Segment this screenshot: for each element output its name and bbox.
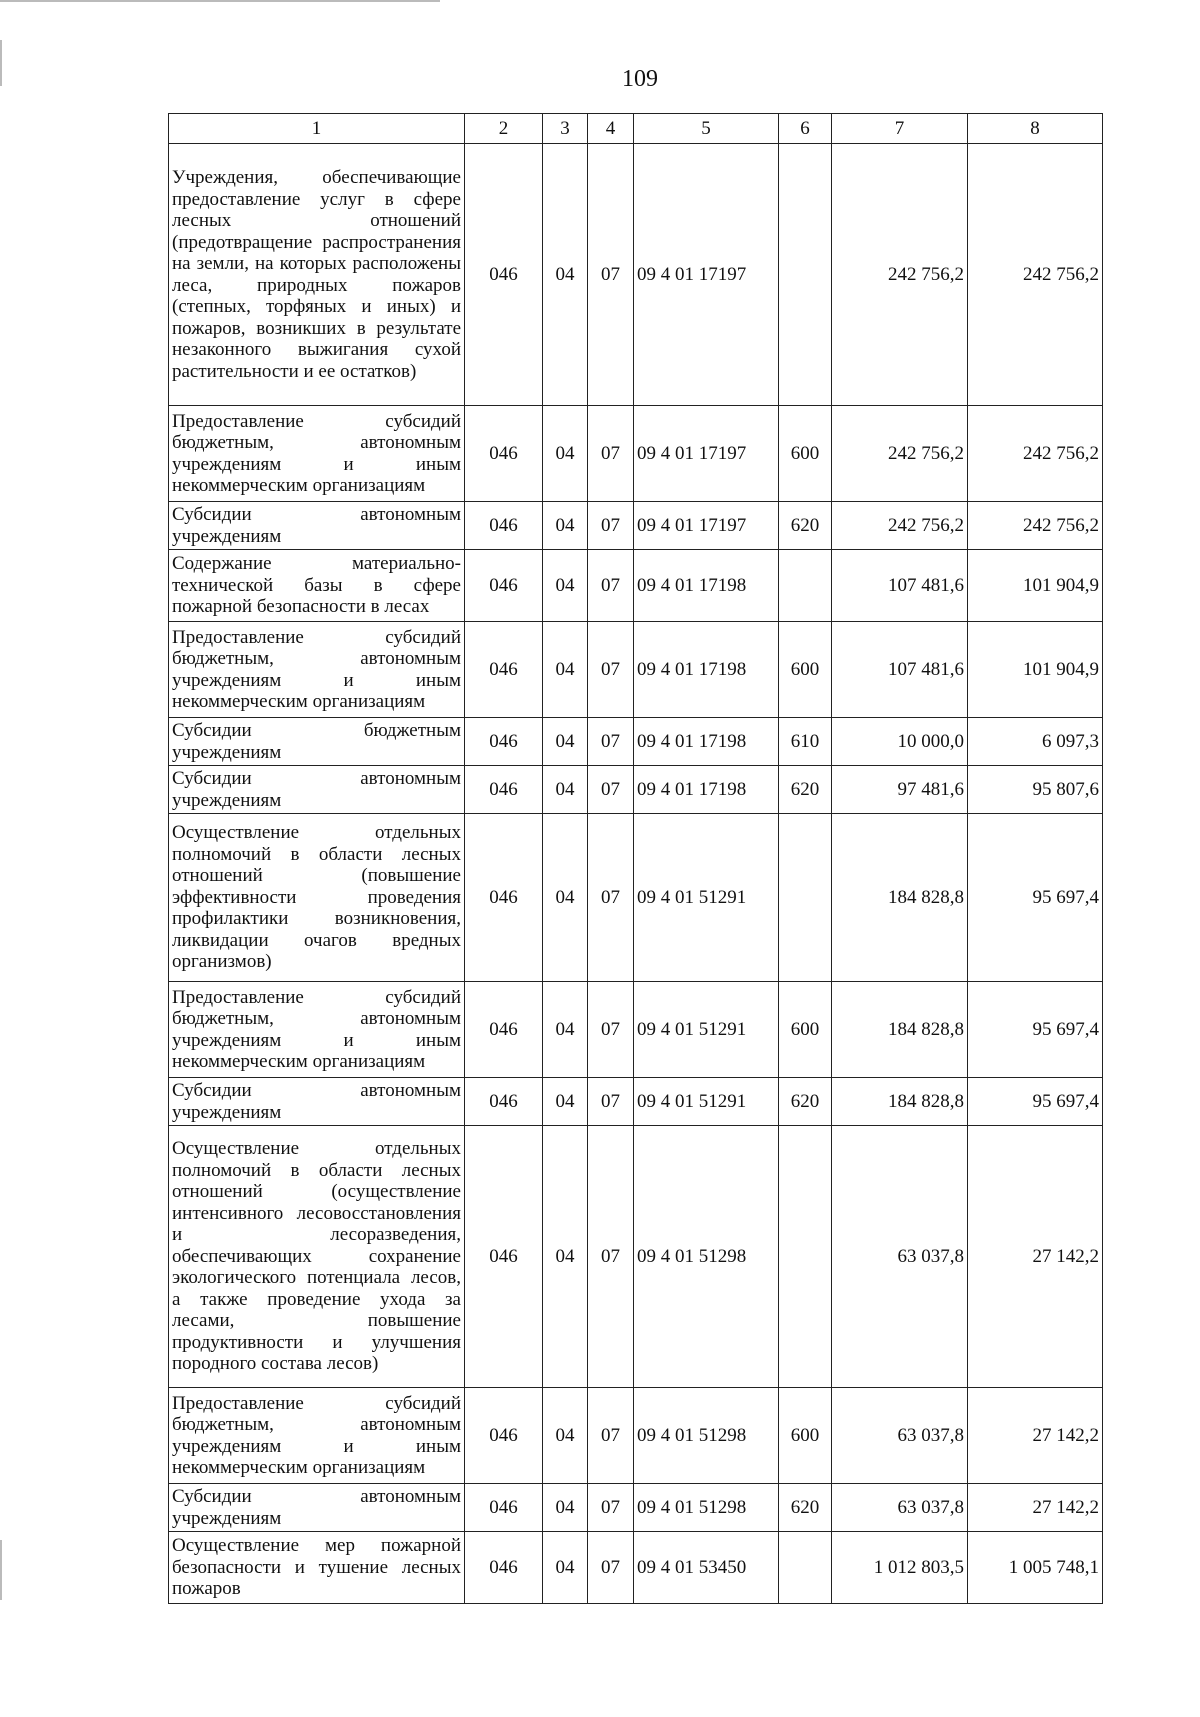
ministry-code: 046 xyxy=(465,1078,543,1126)
column-header: 2 xyxy=(465,114,543,144)
ministry-code: 046 xyxy=(465,982,543,1078)
section-code: 04 xyxy=(543,1532,588,1604)
table-row xyxy=(169,1532,1103,1604)
column-header: 7 xyxy=(832,114,968,144)
section-code: 04 xyxy=(543,718,588,766)
table-row xyxy=(169,814,1103,982)
ministry-code: 046 xyxy=(465,550,543,622)
expense-type-code xyxy=(779,144,832,406)
amount-col-8: 242 756,2 xyxy=(968,144,1103,406)
amount-col-7: 63 037,8 xyxy=(832,1388,968,1484)
column-header: 6 xyxy=(779,114,832,144)
table-row xyxy=(169,502,1103,550)
target-article-code: 09 4 01 53450 xyxy=(634,1532,779,1604)
expense-name: Осуществление отдельных полномочий в области лесных отношений (повышение эффективности проведения профилактики возникновения, ликвидации очагов вредных организмов) xyxy=(169,814,465,982)
expense-type-code xyxy=(779,550,832,622)
subsection-code: 07 xyxy=(588,406,634,502)
ministry-code: 046 xyxy=(465,144,543,406)
table-row xyxy=(169,406,1103,502)
amount-col-7: 242 756,2 xyxy=(832,406,968,502)
budget-table xyxy=(168,113,1103,1604)
amount-col-8: 1 005 748,1 xyxy=(968,1532,1103,1604)
column-header: 5 xyxy=(634,114,779,144)
expense-type-code: 620 xyxy=(779,1484,832,1532)
target-article-code: 09 4 01 17198 xyxy=(634,766,779,814)
section-code: 04 xyxy=(543,766,588,814)
amount-col-8: 27 142,2 xyxy=(968,1484,1103,1532)
table-row xyxy=(169,144,1103,406)
subsection-code: 07 xyxy=(588,622,634,718)
subsection-code: 07 xyxy=(588,502,634,550)
table-row xyxy=(169,550,1103,622)
expense-type-code xyxy=(779,814,832,982)
amount-col-7: 63 037,8 xyxy=(832,1484,968,1532)
amount-col-8: 6 097,3 xyxy=(968,718,1103,766)
subsection-code: 07 xyxy=(588,766,634,814)
section-code: 04 xyxy=(543,622,588,718)
table-row xyxy=(169,622,1103,718)
scan-edge-mark-top xyxy=(0,0,440,2)
ministry-code: 046 xyxy=(465,1532,543,1604)
amount-col-7: 10 000,0 xyxy=(832,718,968,766)
expense-type-code: 600 xyxy=(779,982,832,1078)
amount-col-8: 95 697,4 xyxy=(968,1078,1103,1126)
amount-col-8: 95 807,6 xyxy=(968,766,1103,814)
table-row xyxy=(169,1078,1103,1126)
expense-name: Субсидии автономным учреждениям xyxy=(169,766,465,814)
amount-col-7: 242 756,2 xyxy=(832,144,968,406)
amount-col-7: 1 012 803,5 xyxy=(832,1532,968,1604)
ministry-code: 046 xyxy=(465,406,543,502)
ministry-code: 046 xyxy=(465,766,543,814)
expense-name: Субсидии автономным учреждениям xyxy=(169,1078,465,1126)
amount-col-8: 27 142,2 xyxy=(968,1126,1103,1388)
amount-col-8: 242 756,2 xyxy=(968,406,1103,502)
expense-type-code: 600 xyxy=(779,1388,832,1484)
target-article-code: 09 4 01 17198 xyxy=(634,550,779,622)
subsection-code: 07 xyxy=(588,718,634,766)
target-article-code: 09 4 01 17198 xyxy=(634,718,779,766)
target-article-code: 09 4 01 51291 xyxy=(634,982,779,1078)
section-code: 04 xyxy=(543,1388,588,1484)
ministry-code: 046 xyxy=(465,718,543,766)
amount-col-7: 184 828,8 xyxy=(832,814,968,982)
expense-name: Учреждения, обеспечивающие предоставление услуг в сфере лесных отношений (предотвращение распространения на земли, на которых расположены леса, природных пожаров (степных, торфяных и иных) и пожаров, возникших в результате незаконного выжигания сухой растительности и ее остатков) xyxy=(169,144,465,406)
amount-col-8: 101 904,9 xyxy=(968,622,1103,718)
target-article-code: 09 4 01 51298 xyxy=(634,1126,779,1388)
ministry-code: 046 xyxy=(465,1388,543,1484)
column-header: 8 xyxy=(968,114,1103,144)
amount-col-7: 242 756,2 xyxy=(832,502,968,550)
table-row xyxy=(169,766,1103,814)
expense-name: Предоставление субсидий бюджетным, автономным учреждениям и иным некоммерческим организациям xyxy=(169,406,465,502)
target-article-code: 09 4 01 51298 xyxy=(634,1484,779,1532)
subsection-code: 07 xyxy=(588,144,634,406)
target-article-code: 09 4 01 17197 xyxy=(634,502,779,550)
expense-name: Субсидии автономным учреждениям xyxy=(169,1484,465,1532)
section-code: 04 xyxy=(543,502,588,550)
subsection-code: 07 xyxy=(588,1388,634,1484)
expense-name: Предоставление субсидий бюджетным, автономным учреждениям и иным некоммерческим организациям xyxy=(169,982,465,1078)
target-article-code: 09 4 01 51291 xyxy=(634,814,779,982)
column-header: 3 xyxy=(543,114,588,144)
amount-col-7: 184 828,8 xyxy=(832,982,968,1078)
table-row xyxy=(169,1126,1103,1388)
column-header: 4 xyxy=(588,114,634,144)
column-header: 1 xyxy=(169,114,465,144)
target-article-code: 09 4 01 17198 xyxy=(634,622,779,718)
expense-type-code: 620 xyxy=(779,502,832,550)
subsection-code: 07 xyxy=(588,1126,634,1388)
amount-col-7: 107 481,6 xyxy=(832,550,968,622)
subsection-code: 07 xyxy=(588,1484,634,1532)
ministry-code: 046 xyxy=(465,622,543,718)
expense-name: Осуществление отдельных полномочий в области лесных отношений (осуществление интенсивного лесовосстановления и лесоразведения, обеспечивающих сохранение экологического потенциала лесов, а также проведение ухода за лесами, повышение продуктивности и улучшения породного состава лесов) xyxy=(169,1126,465,1388)
scan-edge-mark-left-2 xyxy=(0,1540,2,1600)
expense-name: Субсидии бюджетным учреждениям xyxy=(169,718,465,766)
subsection-code: 07 xyxy=(588,814,634,982)
target-article-code: 09 4 01 51298 xyxy=(634,1388,779,1484)
target-article-code: 09 4 01 17197 xyxy=(634,406,779,502)
subsection-code: 07 xyxy=(588,1532,634,1604)
amount-col-8: 242 756,2 xyxy=(968,502,1103,550)
target-article-code: 09 4 01 17197 xyxy=(634,144,779,406)
expense-type-code xyxy=(779,1126,832,1388)
section-code: 04 xyxy=(543,1078,588,1126)
amount-col-7: 97 481,6 xyxy=(832,766,968,814)
ministry-code: 046 xyxy=(465,1126,543,1388)
expense-type-code: 620 xyxy=(779,1078,832,1126)
section-code: 04 xyxy=(543,550,588,622)
target-article-code: 09 4 01 51291 xyxy=(634,1078,779,1126)
expense-type-code: 610 xyxy=(779,718,832,766)
table-row xyxy=(169,718,1103,766)
amount-col-8: 27 142,2 xyxy=(968,1388,1103,1484)
amount-col-8: 95 697,4 xyxy=(968,814,1103,982)
section-code: 04 xyxy=(543,1126,588,1388)
subsection-code: 07 xyxy=(588,1078,634,1126)
amount-col-7: 107 481,6 xyxy=(832,622,968,718)
table-row xyxy=(169,1484,1103,1532)
expense-type-code: 620 xyxy=(779,766,832,814)
ministry-code: 046 xyxy=(465,1484,543,1532)
expense-type-code: 600 xyxy=(779,622,832,718)
subsection-code: 07 xyxy=(588,550,634,622)
table-row xyxy=(169,1388,1103,1484)
amount-col-8: 95 697,4 xyxy=(968,982,1103,1078)
section-code: 04 xyxy=(543,1484,588,1532)
expense-name: Предоставление субсидий бюджетным, автономным учреждениям и иным некоммерческим организациям xyxy=(169,622,465,718)
expense-name: Содержание материально-технической базы в сфере пожарной безопасности в лесах xyxy=(169,550,465,622)
section-code: 04 xyxy=(543,144,588,406)
amount-col-7: 184 828,8 xyxy=(832,1078,968,1126)
ministry-code: 046 xyxy=(465,502,543,550)
section-code: 04 xyxy=(543,814,588,982)
expense-name: Предоставление субсидий бюджетным, автономным учреждениям и иным некоммерческим организациям xyxy=(169,1388,465,1484)
amount-col-8: 101 904,9 xyxy=(968,550,1103,622)
column-number-row xyxy=(169,114,1103,144)
ministry-code: 046 xyxy=(465,814,543,982)
expense-type-code xyxy=(779,1532,832,1604)
expense-name: Осуществление мер пожарной безопасности и тушение лесных пожаров xyxy=(169,1532,465,1604)
table-row xyxy=(169,982,1103,1078)
section-code: 04 xyxy=(543,406,588,502)
subsection-code: 07 xyxy=(588,982,634,1078)
section-code: 04 xyxy=(543,982,588,1078)
expense-type-code: 600 xyxy=(779,406,832,502)
expense-name: Субсидии автономным учреждениям xyxy=(169,502,465,550)
amount-col-7: 63 037,8 xyxy=(832,1126,968,1388)
page-number: 109 xyxy=(622,66,658,92)
